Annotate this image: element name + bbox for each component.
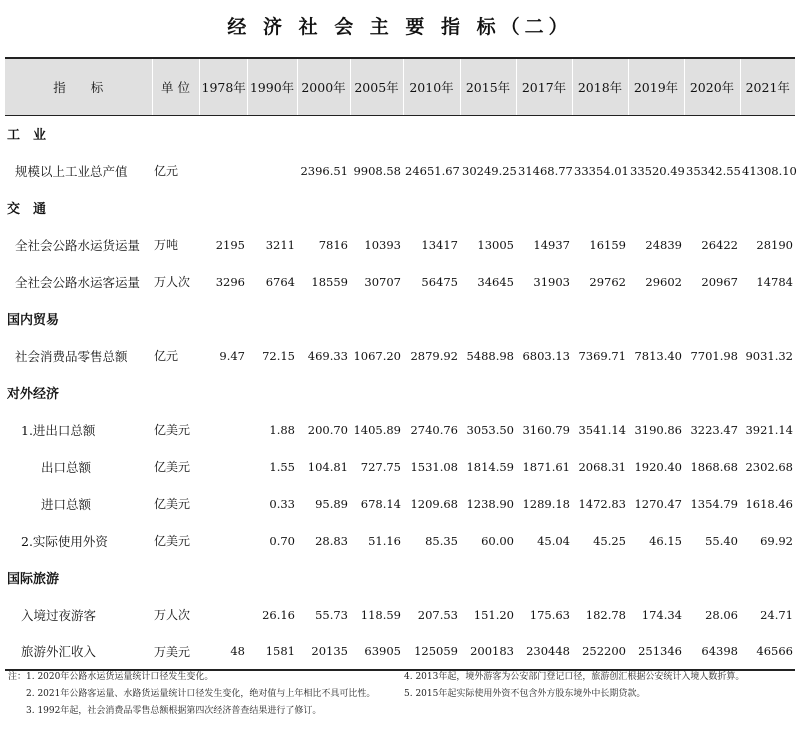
cell-value: 727.75 <box>360 459 401 474</box>
cell-value: 41308.10 <box>742 163 797 178</box>
cell-value: 9.47 <box>219 348 245 363</box>
cell-value: 24.71 <box>760 607 793 622</box>
cell-value: 45.25 <box>593 533 626 548</box>
cell-value: 26.16 <box>262 607 295 622</box>
table-row <box>5 411 795 448</box>
cell-value: 1238.90 <box>466 496 514 511</box>
cell-value: 3296 <box>215 274 245 289</box>
section-label: 工 业 <box>7 128 47 144</box>
row-unit: 亿元 <box>154 349 179 363</box>
cell-value: 46566 <box>740 633 795 670</box>
cell-value <box>199 152 247 189</box>
cell-value: 125059 <box>403 633 460 670</box>
cell-value: 252200 <box>572 633 628 670</box>
cell-value: 31468.77 <box>518 163 573 178</box>
cell-value: 29762 <box>589 274 626 289</box>
cell-value: 3190.86 <box>634 422 682 437</box>
cell-value: 10393 <box>364 237 401 252</box>
cell-value: 3211 <box>265 237 295 252</box>
indicators-table <box>5 57 795 671</box>
cell-value: 6764 <box>265 274 295 289</box>
cell-value <box>199 485 247 522</box>
footnote: 3. 1992年起，社会消费品零售总额根据第四次经济普查结果进行了修订。 <box>8 706 322 716</box>
cell-value: 35342.55 <box>686 163 741 178</box>
header-year: 2018年 <box>572 58 628 115</box>
section-row <box>5 115 795 152</box>
cell-value: 64398 <box>684 633 740 670</box>
table-row <box>5 596 795 633</box>
header-year: 2017年 <box>516 58 572 115</box>
cell-value: 24839 <box>645 237 682 252</box>
cell-value: 1920.40 <box>634 459 682 474</box>
cell-value: 1581 <box>247 633 297 670</box>
table-row <box>5 448 795 485</box>
cell-value: 55.40 <box>705 533 738 548</box>
section-row <box>5 374 795 411</box>
cell-value: 72.15 <box>262 348 295 363</box>
header-year: 1990年 <box>247 58 297 115</box>
footnote: 2. 2021年公路客运量、水路货运量统计口径发生变化，绝对值与上年相比不具可比性。 <box>8 689 376 699</box>
cell-value: 174.34 <box>641 607 682 622</box>
cell-value: 60.00 <box>481 533 514 548</box>
cell-value: 18559 <box>311 274 348 289</box>
header-year: 2000年 <box>297 58 350 115</box>
header-year: 2019年 <box>628 58 684 115</box>
cell-value: 207.53 <box>417 607 458 622</box>
cell-value: 175.63 <box>529 607 570 622</box>
table-row <box>5 263 795 300</box>
section-label: 国际旅游 <box>7 572 60 587</box>
cell-value: 1472.83 <box>578 496 626 511</box>
header-unit: 单 位 <box>152 58 199 115</box>
cell-value: 0.33 <box>269 496 295 511</box>
cell-value: 7813.40 <box>634 348 682 363</box>
cell-value: 7816 <box>318 237 348 252</box>
page-title: 经 济 社 会 主 要 指 标（二） <box>227 16 573 38</box>
cell-value: 26422 <box>701 237 738 252</box>
row-label: 1.进出口总额 <box>21 422 96 438</box>
cell-value <box>199 596 247 633</box>
cell-value <box>247 152 297 189</box>
section-row <box>5 300 795 337</box>
cell-value: 1871.61 <box>522 459 570 474</box>
row-unit: 万人次 <box>154 608 191 622</box>
header-year: 1978年 <box>199 58 247 115</box>
cell-value: 1270.47 <box>634 496 682 511</box>
table-row <box>5 152 795 189</box>
cell-value: 1618.46 <box>745 496 793 511</box>
cell-value: 33354.01 <box>574 163 629 178</box>
row-label: 全社会公路水运货运量 <box>15 237 141 253</box>
cell-value: 1868.68 <box>690 459 738 474</box>
cell-value: 14784 <box>756 274 793 289</box>
cell-value: 1.88 <box>269 422 295 437</box>
footnote: 注：1. 2020年公路水运货运量统计口径发生变化。 <box>8 672 214 682</box>
cell-value: 1814.59 <box>466 459 514 474</box>
row-label: 旅游外汇收入 <box>5 633 152 670</box>
cell-value: 69.92 <box>760 533 793 548</box>
cell-value: 200183 <box>460 633 516 670</box>
header-year: 2005年 <box>350 58 403 115</box>
row-unit: 亿美元 <box>154 534 191 548</box>
cell-value: 6803.13 <box>522 348 570 363</box>
header-year: 2010年 <box>403 58 460 115</box>
cell-value: 30707 <box>364 274 401 289</box>
cell-value: 24651.67 <box>405 163 460 178</box>
cell-value: 1067.20 <box>353 348 401 363</box>
cell-value: 1209.68 <box>410 496 458 511</box>
cell-value: 45.04 <box>537 533 570 548</box>
row-unit: 亿美元 <box>154 423 191 437</box>
section-label: 交 通 <box>7 202 47 217</box>
cell-value: 678.14 <box>360 496 401 511</box>
cell-value: 48 <box>199 633 247 670</box>
row-label: 规模以上工业总产值 <box>15 163 128 179</box>
cell-value: 3223.47 <box>690 422 738 437</box>
cell-value: 28.06 <box>705 607 738 622</box>
cell-value: 16159 <box>589 237 626 252</box>
section-row <box>5 559 795 596</box>
cell-value: 51.16 <box>368 533 401 548</box>
cell-value: 3541.14 <box>578 422 626 437</box>
row-label: 进口总额 <box>41 496 92 512</box>
cell-value: 63905 <box>350 633 403 670</box>
cell-value: 2879.92 <box>410 348 458 363</box>
cell-value: 30249.25 <box>462 163 517 178</box>
cell-value: 7701.98 <box>690 348 738 363</box>
row-label: 2.实际使用外资 <box>21 533 108 549</box>
cell-value: 7369.71 <box>578 348 626 363</box>
cell-value: 200.70 <box>307 422 348 437</box>
cell-value: 31903 <box>533 274 570 289</box>
cell-value <box>199 522 247 559</box>
cell-value: 3160.79 <box>522 422 570 437</box>
cell-value: 85.35 <box>425 533 458 548</box>
cell-value: 1531.08 <box>410 459 458 474</box>
cell-value: 46.15 <box>649 533 682 548</box>
row-label: 社会消费品零售总额 <box>15 348 128 364</box>
row-unit: 亿美元 <box>154 460 191 474</box>
cell-value: 230448 <box>516 633 572 670</box>
cell-value: 1.55 <box>269 459 295 474</box>
header-year: 2021年 <box>740 58 795 115</box>
cell-value: 1354.79 <box>690 496 738 511</box>
footnote: 5. 2015年起实际使用外资不包含外方股东境外中长期贷款。 <box>404 689 646 699</box>
table-row <box>5 522 795 559</box>
cell-value: 13417 <box>421 237 458 252</box>
table-row <box>5 337 795 374</box>
header-year: 2015年 <box>460 58 516 115</box>
cell-value: 55.73 <box>315 607 348 622</box>
cell-value: 29602 <box>645 274 682 289</box>
row-unit: 亿美元 <box>154 497 191 511</box>
cell-value: 20135 <box>297 633 350 670</box>
header-year: 2020年 <box>684 58 740 115</box>
cell-value: 33520.49 <box>630 163 685 178</box>
cell-value: 0.70 <box>269 533 295 548</box>
header-indicator: 指 标 <box>5 58 152 115</box>
cell-value: 95.89 <box>315 496 348 511</box>
cell-value: 14937 <box>533 237 570 252</box>
cell-value: 9908.58 <box>353 163 401 178</box>
section-row <box>5 189 795 226</box>
cell-value: 2396.51 <box>300 163 348 178</box>
section-label: 对外经济 <box>7 387 60 402</box>
cell-value: 1289.18 <box>522 496 570 511</box>
cell-value: 5488.98 <box>466 348 514 363</box>
table-row <box>5 633 795 670</box>
row-label: 入境过夜游客 <box>21 607 97 623</box>
cell-value: 20967 <box>701 274 738 289</box>
cell-value: 251346 <box>628 633 684 670</box>
row-unit: 万人次 <box>154 275 191 289</box>
header-row <box>5 58 795 115</box>
cell-value: 151.20 <box>473 607 514 622</box>
cell-value: 182.78 <box>585 607 626 622</box>
cell-value <box>199 448 247 485</box>
table-row <box>5 485 795 522</box>
cell-value: 1405.89 <box>353 422 401 437</box>
row-label: 全社会公路水运客运量 <box>15 274 141 290</box>
row-label: 出口总额 <box>41 459 92 475</box>
cell-value: 2195 <box>215 237 245 252</box>
cell-value: 9031.32 <box>745 348 793 363</box>
cell-value: 3053.50 <box>466 422 514 437</box>
row-unit: 万吨 <box>154 238 179 252</box>
cell-value: 28190 <box>756 237 793 252</box>
cell-value: 118.59 <box>360 607 401 622</box>
row-unit: 亿元 <box>154 164 179 178</box>
cell-value: 3921.14 <box>745 422 793 437</box>
cell-value <box>199 411 247 448</box>
cell-value: 28.83 <box>315 533 348 548</box>
cell-value: 469.33 <box>307 348 348 363</box>
table-row <box>5 226 795 263</box>
section-label: 国内贸易 <box>7 313 60 328</box>
cell-value: 2068.31 <box>578 459 626 474</box>
cell-value: 13005 <box>477 237 514 252</box>
cell-value: 34645 <box>477 274 514 289</box>
cell-value: 2740.76 <box>410 422 458 437</box>
cell-value: 104.81 <box>307 459 348 474</box>
footnote: 4. 2013年起，境外游客为公安部门登记口径，旅游创汇根据公安统计入境人数折算。 <box>404 672 745 682</box>
row-unit: 万美元 <box>152 633 199 670</box>
cell-value: 2302.68 <box>745 459 793 474</box>
cell-value: 56475 <box>421 274 458 289</box>
